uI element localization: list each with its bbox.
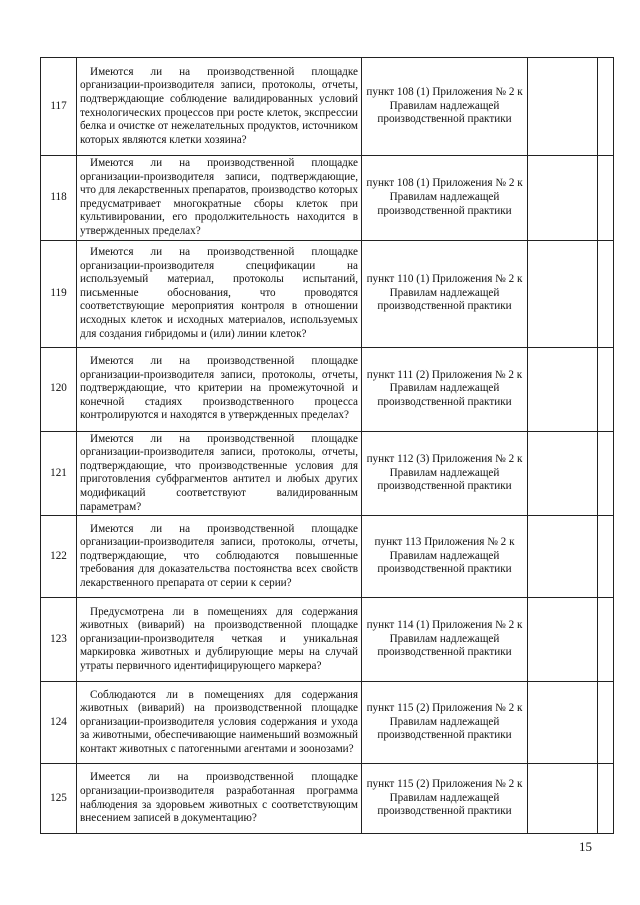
row-number: 121 [41,431,77,516]
answer-cell [528,240,598,347]
question-text: Имеются ли на производственной площадке организации-производителя записи, протоколы, отчеты, подтверждающие, что соблюдаются повышенные требования для доказательства постоянства всех свойств лекарственного препарата от серии к серии? [80,522,358,590]
page-number: 15 [579,839,592,854]
row-number: 122 [41,516,77,598]
table-row [41,58,614,156]
notes-cell [598,240,614,347]
reference-cell: пункт 112 (3) Приложения № 2 к Правилам надлежащей производственной практики [362,431,528,516]
answer-cell [528,347,598,431]
row-number: 118 [41,156,77,241]
question-text: Имеются ли на производственной площадке организации-производителя спецификации на используемый материал, протоколы испытаний, письменные обоснования, что проводятся соответствующие мероприятия контроля в отношении исходных клеток и исходных материалов, используемых для создания гибридомы и (или) линии клеток? [80,245,358,340]
reference-cell: пункт 108 (1) Приложения № 2 к Правилам надлежащей производственной практики [362,156,528,241]
notes-cell [598,156,614,241]
reference-cell: пункт 108 (1) Приложения № 2 к Правилам надлежащей производственной практики [362,58,528,156]
table-row [41,764,614,834]
table-row [41,156,614,241]
question-cell [77,240,362,347]
table-row [41,431,614,516]
answer-cell [528,598,598,682]
table-row [41,598,614,682]
question-cell [77,516,362,598]
row-number: 125 [41,764,77,834]
row-number: 124 [41,682,77,764]
answer-cell [528,682,598,764]
answer-cell [528,58,598,156]
question-cell [77,431,362,516]
question-text: Соблюдаются ли в помещениях для содержания животных (виварий) на производственной площадке организации-производителя условия содержания и ухода за животными, обеспечивающие наименьший возможный контакт животных с патогенными агентами и зоонозами? [80,688,358,756]
question-text: Имеется ли на производственной площадке организации-производителя разработанная программа наблюдения за здоровьем животных с соответствующим внесением записей в документацию? [80,771,358,825]
notes-cell [598,764,614,834]
question-cell [77,156,362,241]
notes-cell [598,347,614,431]
notes-cell [598,516,614,598]
notes-cell [598,598,614,682]
reference-cell: пункт 115 (2) Приложения № 2 к Правилам надлежащей производственной практики [362,764,528,834]
notes-cell [598,58,614,156]
answer-cell [528,764,598,834]
question-text: Имеются ли на производственной площадке организации-производителя записи, протоколы, отчеты, подтверждающие, что производственные условия для приготовления субфрагментов антител и любых других модификаций соответствуют валидированным параметрам? [80,432,358,513]
question-text: Имеются ли на производственной площадке организации-производителя записи, подтверждающие, что для лекарственных препаратов, производство которых предусматривает многократные сборы клеток при культивировании, его продолжительность находится в утвержденных пределах? [80,157,358,237]
table-row [41,516,614,598]
reference-cell: пункт 110 (1) Приложения № 2 к Правилам надлежащей производственной практики [362,240,528,347]
question-cell [77,764,362,834]
table-row [41,682,614,764]
table-row [41,347,614,431]
question-text: Предусмотрена ли в помещениях для содержания животных (виварий) на производственной площадке организации-производителя четкая и уникальная маркировка животных и дублирующие меры на случай утраты первичного идентифицирующего маркера? [80,605,358,673]
table-row [41,240,614,347]
question-text: Имеются ли на производственной площадке организации-производителя записи, протоколы, отчеты, подтверждающие, что критерии на промежуточной и конечной стадиях производственного процесса контролируются и находятся в утвержденных пределах? [80,355,358,422]
checklist-table [40,57,614,834]
row-number: 123 [41,598,77,682]
reference-cell: пункт 111 (2) Приложения № 2 к Правилам надлежащей производственной практики [362,347,528,431]
question-cell [77,58,362,156]
notes-cell [598,431,614,516]
reference-cell: пункт 115 (2) Приложения № 2 к Правилам надлежащей производственной практики [362,682,528,764]
question-text: Имеются ли на производственной площадке организации-производителя записи, протоколы, отчеты, подтверждающие соблюдение валидированных условий технологических процессов при росте клеток, экспрессии белка и очистке от нежелательных продуктов, источником которых являются клетки хозяина? [80,65,358,146]
answer-cell [528,516,598,598]
row-number: 119 [41,240,77,347]
notes-cell [598,682,614,764]
answer-cell [528,431,598,516]
reference-cell: пункт 113 Приложения № 2 к Правилам надлежащей производственной практики [362,516,528,598]
checklist-body [41,58,614,834]
question-cell [77,598,362,682]
row-number: 117 [41,58,77,156]
question-cell [77,682,362,764]
reference-cell: пункт 114 (1) Приложения № 2 к Правилам надлежащей производственной практики [362,598,528,682]
row-number: 120 [41,347,77,431]
question-cell [77,347,362,431]
answer-cell [528,156,598,241]
